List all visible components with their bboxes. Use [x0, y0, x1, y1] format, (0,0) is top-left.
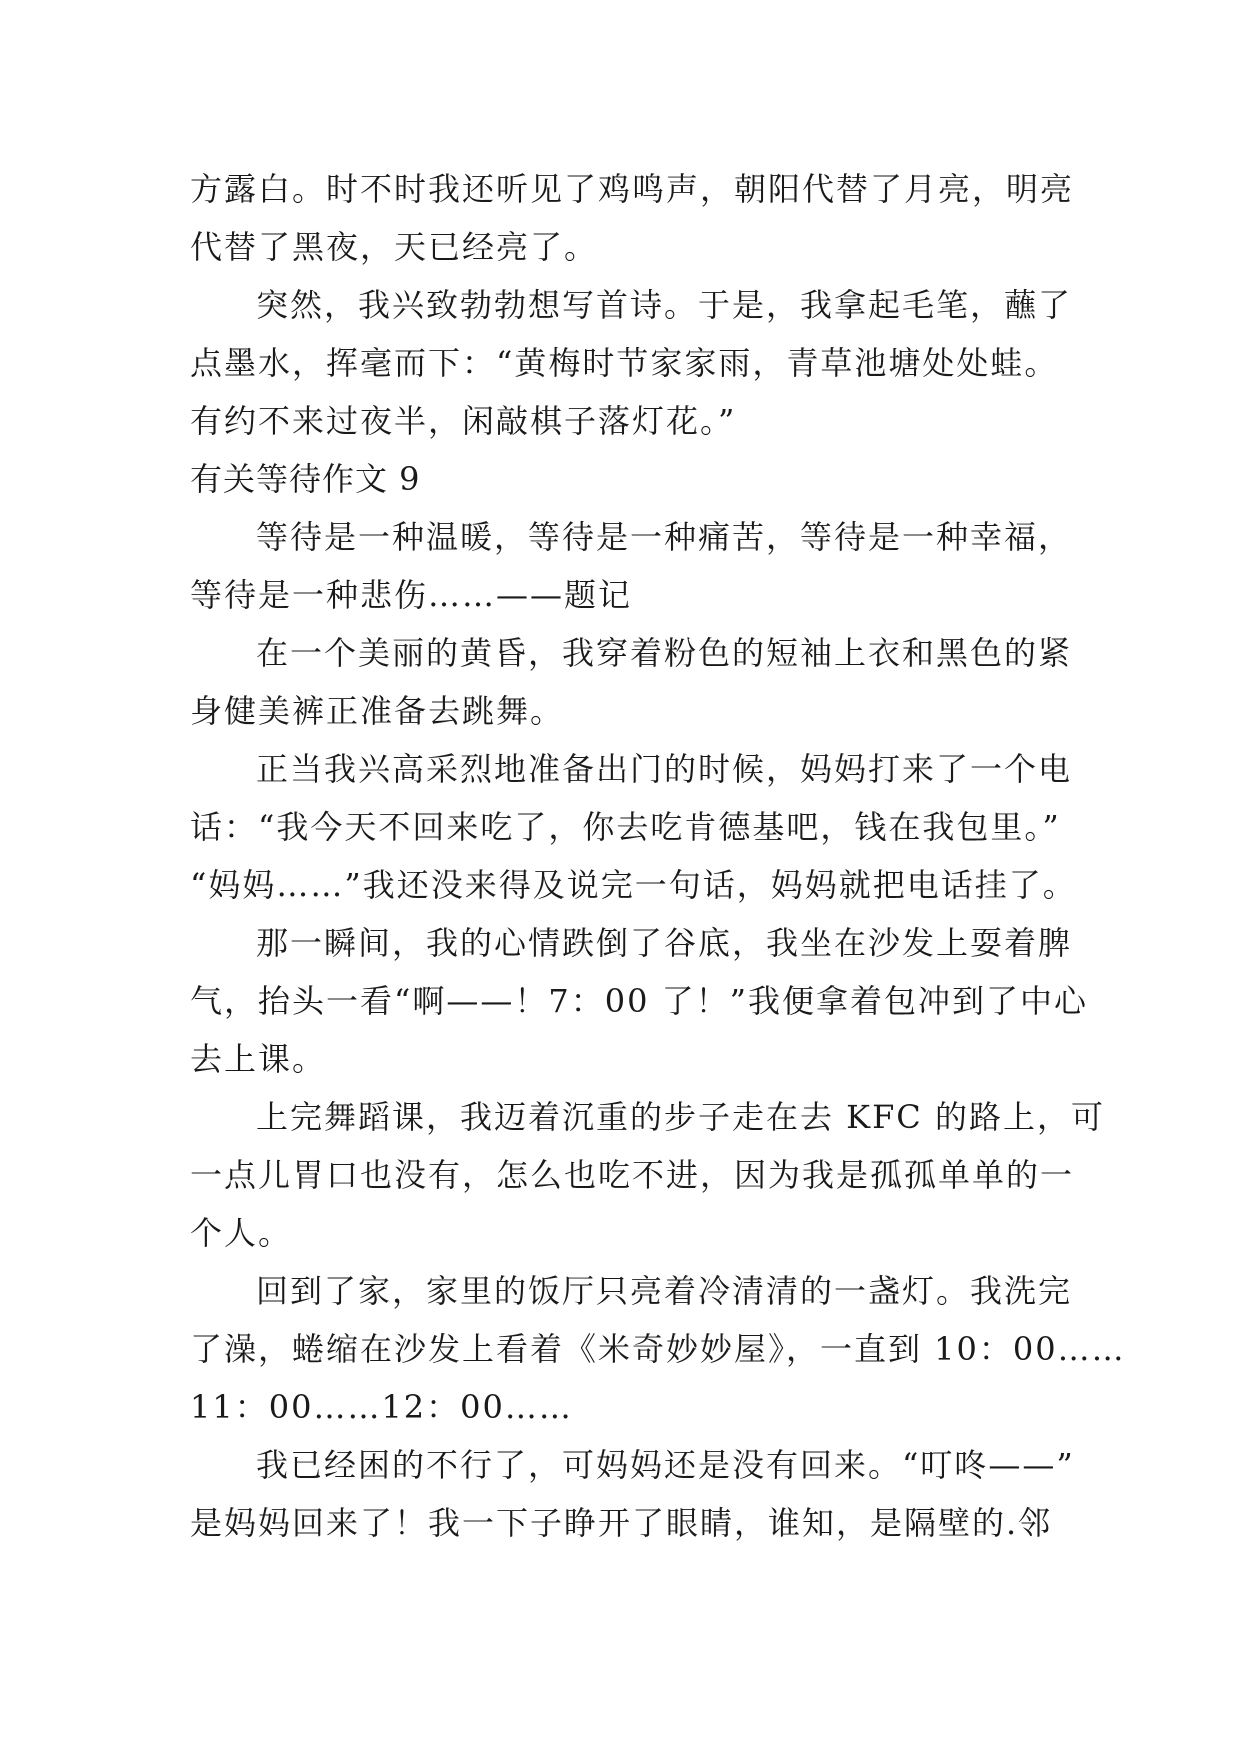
text-line: 身健美裤正准备去跳舞。 — [190, 692, 565, 730]
text-line: 方露白。时不时我还听见了鸡鸣声，朝阳代替了月亮，明亮 — [190, 170, 1075, 208]
paragraph-first-line: 在一个美丽的黄昏，我穿着粉色的短袖上衣和黑色的紧 — [256, 634, 1073, 672]
text-line: 点墨水，挥毫而下：“黄梅时节家家雨，青草池塘处处蛙。 — [190, 344, 1059, 382]
text-line: 是妈妈回来了！我一下子睁开了眼睛，谁知，是隔壁的.邻 — [190, 1504, 1053, 1542]
text-line: 一点儿胃口也没有，怎么也吃不进，因为我是孤孤单单的一 — [190, 1156, 1075, 1194]
text-line: 代替了黑夜，天已经亮了。 — [190, 228, 599, 266]
paragraph-first-line: 那一瞬间，我的心情跌倒了谷底，我坐在沙发上耍着脾 — [256, 924, 1073, 962]
text-line: “妈妈……”我还没来得及说完一句话，妈妈就把电话挂了。 — [190, 866, 1077, 904]
paragraph-first-line: 正当我兴高采烈地准备出门的时候，妈妈打来了一个电 — [256, 750, 1073, 788]
section-heading: 有关等待作文 9 — [190, 460, 421, 498]
text-line: 个人。 — [190, 1214, 293, 1252]
paragraph-first-line: 突然，我兴致勃勃想写首诗。于是，我拿起毛笔，蘸了 — [256, 286, 1073, 324]
text-line: 11：00……12：00…… — [190, 1388, 573, 1426]
paragraph-first-line: 我已经困的不行了，可妈妈还是没有回来。“叮咚——” — [256, 1446, 1075, 1484]
paragraph-first-line: 等待是一种温暖，等待是一种痛苦，等待是一种幸福， — [256, 518, 1073, 556]
text-line: 了澡，蜷缩在沙发上看着《米奇妙妙屋》，一直到 10：00…… — [190, 1330, 1126, 1368]
text-line: 去上课。 — [190, 1040, 327, 1078]
text-line: 话：“我今天不回来吃了，你去吃肯德基吧，钱在我包里。” — [190, 808, 1061, 846]
text-line: 气，抬头一看“啊——！7：00 了！”我便拿着包冲到了中心 — [190, 982, 1088, 1020]
text-line: 有约不来过夜半，闲敲棋子落灯花。” — [190, 402, 737, 440]
paragraph-first-line: 上完舞蹈课，我迈着沉重的步子走在去 KFC 的路上，可 — [256, 1098, 1105, 1136]
document-page — [190, 160, 1126, 1552]
paragraph-first-line: 回到了家，家里的饭厅只亮着冷清清的一盏灯。我洗完 — [256, 1272, 1073, 1310]
text-line: 等待是一种悲伤……——题记 — [190, 576, 633, 614]
